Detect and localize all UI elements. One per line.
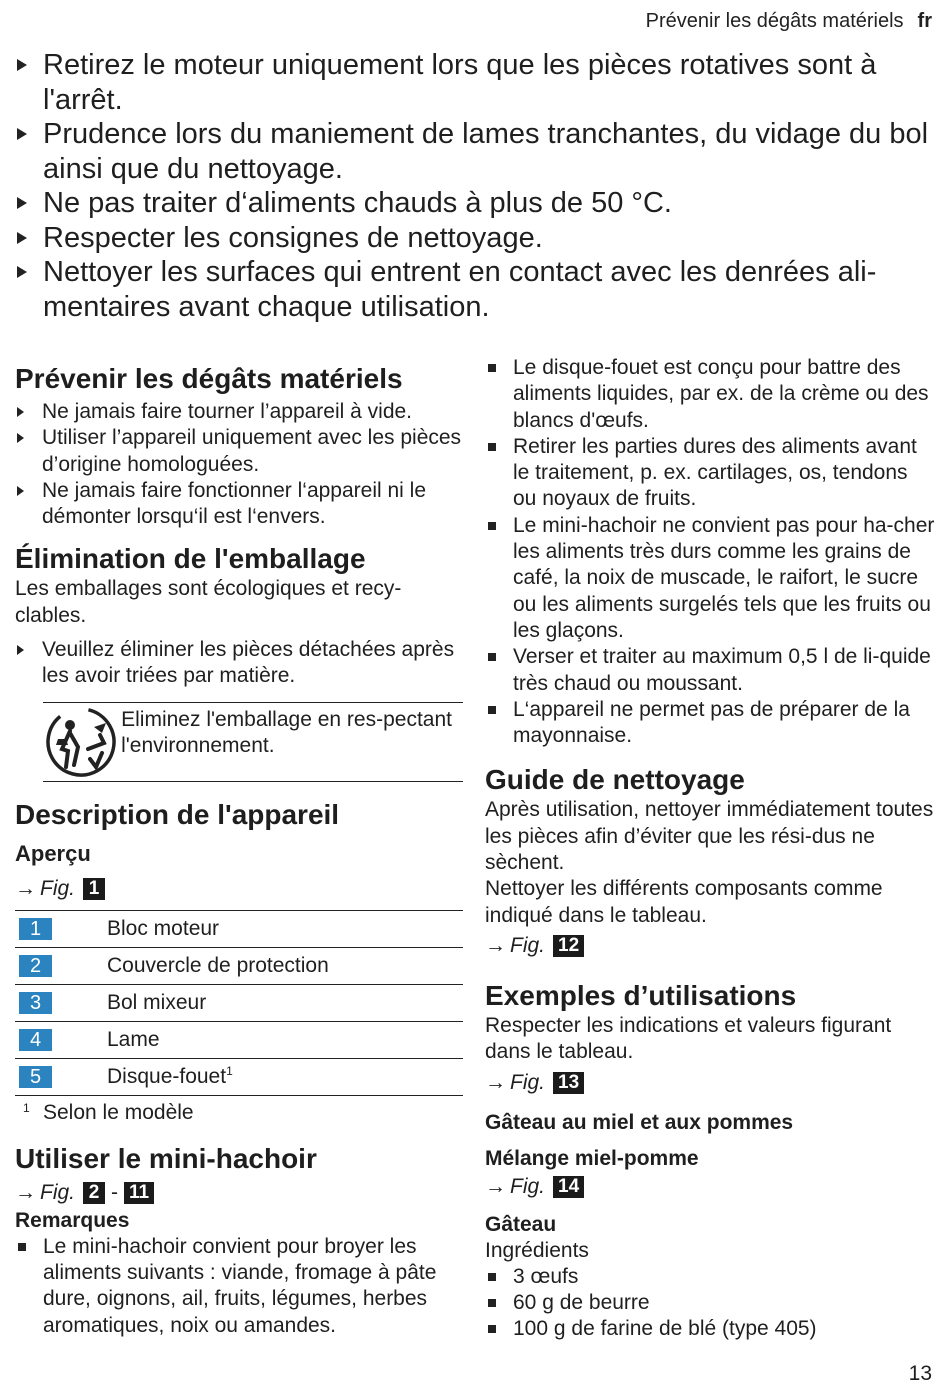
bullet-square-icon xyxy=(488,522,496,530)
list-item: Le disque-fouet est conçu pour battre des aliments liquides, par ex. de la crème ou des blancs d'œufs. xyxy=(485,355,935,434)
running-header xyxy=(646,10,932,33)
figure-number-badge: 1 xyxy=(83,878,105,900)
bullet-square-icon xyxy=(488,1273,496,1281)
list-item: Ne pas traiter d‘aliments chauds à plus de 50 °C. xyxy=(17,186,937,221)
arrow-right-icon: → xyxy=(15,1180,36,1204)
arrow-right-icon: → xyxy=(485,933,506,957)
header-language-code: fr xyxy=(917,10,932,32)
arrow-right-icon: → xyxy=(485,1174,506,1198)
figure-number-badge: 14 xyxy=(553,1176,584,1198)
header-section-title: Prévenir les dégâts matériels xyxy=(645,10,904,32)
recycle-icon xyxy=(43,703,121,781)
section-heading-degats: Prévenir les dégâts matériels xyxy=(15,363,403,394)
page-number: 13 xyxy=(908,1362,932,1385)
part-label: Lame xyxy=(107,1027,160,1051)
bullet-square-icon xyxy=(488,1299,496,1307)
part-label: Disque-fouet$^1$ xyxy=(107,1064,233,1089)
figure-number-badge: 2 xyxy=(83,1182,105,1204)
section-heading-description: Description de l'appareil xyxy=(15,798,340,830)
part-number-badge: 5 xyxy=(19,1066,52,1088)
list-item: 3 œufs xyxy=(485,1264,935,1290)
table-row xyxy=(15,947,463,984)
bullet-square-icon xyxy=(18,1243,26,1251)
bullet-square-icon xyxy=(488,653,496,661)
list-item: Utiliser l’appareil uniquement avec les pièces d’origine homologuées. xyxy=(15,425,463,478)
bullet-triangle-icon xyxy=(17,266,27,278)
list-item: Verser et traiter au maximum 0,5 l de li-quide très chaud ou moussant. xyxy=(485,644,935,697)
part-number-badge: 1 xyxy=(19,918,52,940)
figure-reference: → Fig. 13 xyxy=(485,1068,935,1098)
list-item: Le mini-hachoir ne convient pas pour ha-cher les aliments très durs comme les grains de café, la noix de muscade, le raifort, le sucre ou les aliments surgelés tels que les fruits ou les glaçons. xyxy=(485,513,935,644)
degats-list xyxy=(15,399,463,530)
bullet-triangle-icon xyxy=(17,433,24,443)
bullet-square-icon xyxy=(488,443,496,451)
footnote-text: Selon le modèle xyxy=(43,1100,194,1124)
footnote-number: 1 xyxy=(23,1100,30,1115)
bullet-square-icon xyxy=(488,364,496,372)
figure-number-badge: 11 xyxy=(124,1182,154,1204)
nettoyage-text: Nettoyer les différents composants comme indiqué dans le tableau. xyxy=(485,877,883,927)
table-row xyxy=(15,984,463,1021)
ingredients-label: Ingrédients xyxy=(485,1238,589,1262)
section-heading-utiliser: Utiliser le mini-hachoir xyxy=(15,1142,317,1174)
figure-reference: → Fig. 1 xyxy=(15,874,463,904)
emballage-text: Les emballages sont écologiques et recy-clables. xyxy=(15,577,402,627)
table-row xyxy=(15,1021,463,1058)
part-label: Bol mixeur xyxy=(107,990,207,1014)
list-item: Nettoyer les surfaces qui entrent en contact avec les denrées ali-mentaires avant chaque utilisation. xyxy=(17,255,937,324)
bullet-triangle-icon xyxy=(17,232,27,244)
part-number-badge: 3 xyxy=(19,992,52,1014)
remarques-list xyxy=(15,1234,463,1339)
subheading-apercu: Aperçu xyxy=(15,840,91,866)
figure-reference: → Fig. 2 - 11 xyxy=(15,1178,463,1208)
subheading-melange: Mélange miel-pomme xyxy=(485,1146,699,1170)
bullet-triangle-icon xyxy=(17,197,27,209)
figure-number-badge: 13 xyxy=(553,1072,584,1094)
list-item: Retirer les parties dures des aliments avant le traitement, p. ex. cartilages, os, tendons ou noyaux de fruits. xyxy=(485,434,935,513)
parts-table xyxy=(15,910,463,1096)
part-number-badge: 2 xyxy=(19,955,52,977)
section-heading-exemples: Exemples d’utilisations xyxy=(485,979,797,1011)
remarques-list-continued xyxy=(485,355,935,749)
list-item: Retirez le moteur uniquement lors que les pièces rotatives sont à l'arrêt. xyxy=(17,48,937,117)
bullet-triangle-icon xyxy=(17,128,27,140)
nettoyage-text: Après utilisation, nettoyer immédiatement toutes les pièces afin d’éviter que les rési-dus ne sèchent. xyxy=(485,798,934,875)
list-item: Ne jamais faire tourner l’appareil à vide. xyxy=(15,399,463,425)
bullet-triangle-icon xyxy=(17,645,24,655)
part-label: Couvercle de protection xyxy=(107,953,329,977)
list-item: Le mini-hachoir convient pour broyer les aliments suivants : viande, fromage à pâte dure, oignons, ail, fruits, légumes, herbes aromatiques, noix ou amandes. xyxy=(15,1234,463,1339)
left-column xyxy=(15,355,463,1339)
footnote xyxy=(15,1098,463,1128)
list-item: 100 g de farine de blé (type 405) xyxy=(485,1316,935,1342)
list-item: Respecter les consignes de nettoyage. xyxy=(17,221,937,256)
list-item: Ne jamais faire fonctionner l‘appareil ni le démonter lorsqu‘il est l‘envers. xyxy=(15,478,463,531)
arrow-right-icon: → xyxy=(485,1070,506,1094)
list-item: 60 g de beurre xyxy=(485,1290,935,1316)
part-label: Bloc moteur xyxy=(107,916,220,940)
table-row xyxy=(15,910,463,947)
bullet-square-icon xyxy=(488,1325,496,1333)
recycle-notice xyxy=(43,702,463,782)
ingredients-list xyxy=(485,1264,935,1343)
exemples-text: Respecter les indications et valeurs figurant dans le tableau. xyxy=(485,1013,892,1064)
right-column xyxy=(485,355,935,1343)
list-item: L‘appareil ne permet pas de préparer de la mayonnaise. xyxy=(485,697,935,750)
subheading-gateau: Gâteau xyxy=(485,1212,557,1236)
recipe-title: Gâteau au miel et aux pommes xyxy=(485,1110,794,1134)
footnote-marker: 1 xyxy=(226,1064,233,1079)
figure-reference: → Fig. 12 xyxy=(485,931,935,961)
recycle-text: Eliminez l'emballage en res-pectant l'environnement. xyxy=(121,707,452,757)
list-item: Veuillez éliminer les pièces détachées après les avoir triées par matière. xyxy=(15,637,463,690)
bullet-triangle-icon xyxy=(17,407,24,417)
section-heading-emballage: Élimination de l'emballage xyxy=(15,543,366,575)
section-heading-nettoyage: Guide de nettoyage xyxy=(485,764,745,796)
arrow-right-icon: → xyxy=(15,876,36,900)
top-warning-list xyxy=(17,48,937,324)
figure-number-badge: 12 xyxy=(553,935,584,957)
bullet-triangle-icon xyxy=(17,59,27,71)
part-number-badge: 4 xyxy=(19,1029,52,1051)
emballage-list xyxy=(15,637,463,690)
list-item: Prudence lors du maniement de lames tranchantes, du vidage du bol ainsi que du nettoyage. xyxy=(17,117,937,186)
figure-reference: → Fig. 14 xyxy=(485,1172,935,1202)
bullet-square-icon xyxy=(488,706,496,714)
subheading-remarques: Remarques xyxy=(15,1208,130,1232)
bullet-triangle-icon xyxy=(17,486,24,496)
table-row xyxy=(15,1058,463,1095)
